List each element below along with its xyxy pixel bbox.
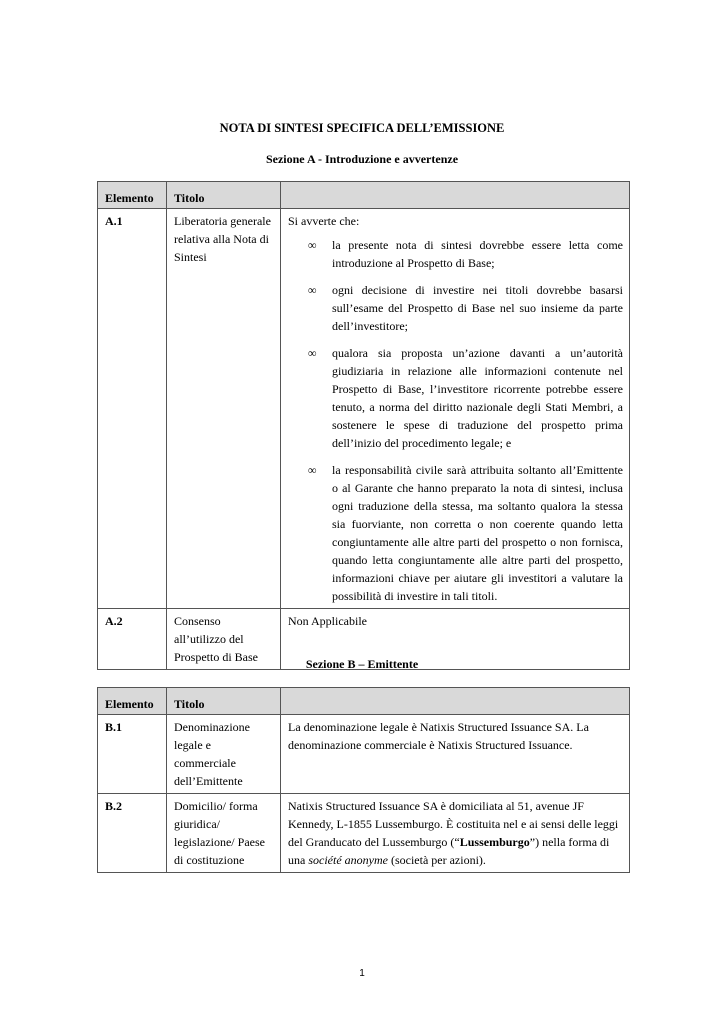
element-label: Liberatoria generale relativa alla Nota di Sintesi: [167, 209, 281, 609]
content-text: Natixis Structured Issuance SA è domiciliata al 51, avenue JF Kennedy, L-1855 Lussemburgo. È costituita nel e ai sensi delle leggi del Granducato del Lussemburgo (“: [288, 799, 619, 849]
header-element: Elemento: [98, 688, 167, 715]
element-content: La denominazione legale è Natixis Structured Issuance SA. La denominazione commerciale è Natixis Structured Issuance.: [281, 715, 630, 794]
element-code: B.1: [98, 715, 167, 794]
section-b-title: Sezione B – Emittente: [305, 657, 419, 671]
section-a-title: Sezione A - Introduzione e avvertenze: [265, 152, 459, 166]
table-row-a1: [98, 209, 630, 609]
section-b-table: [97, 687, 630, 873]
element-label: Consenso all’utilizzo del Prospetto di Base: [167, 609, 281, 670]
element-code: B.2: [98, 794, 167, 873]
element-label: Domicilio/ forma giuridica/ legislazione/ Paese di costituzione: [167, 794, 281, 873]
list-item: [288, 281, 623, 335]
header-element: Elemento: [98, 182, 167, 209]
list-item: [288, 236, 623, 272]
table-header-row: [98, 688, 630, 715]
element-content: Non Applicabile: [281, 609, 630, 670]
list-item: [288, 461, 623, 605]
list-item: [288, 344, 623, 452]
list-item-text: la responsabilità civile sarà attribuita soltanto all’Emittente o al Garante che hanno preparato la nota di sintesi, inclusa ogni traduzione della stessa, ma soltanto qualora la stessa sia fuorviante, non corretta o non coerente quando letta congiuntamente alle altre parti del prospetto o non fornisca, quando letta congiuntamente alle altre parti del prospetto, informazioni chiave per aiutare gli investitori a valutare la possibilità di investire in tali titoli.: [332, 463, 623, 603]
infinity-bullet-icon: ∞: [308, 283, 317, 297]
element-code: A.1: [98, 209, 167, 609]
header-title: Titolo: [167, 182, 281, 209]
section-a-table: [97, 181, 630, 670]
element-code: A.2: [98, 609, 167, 670]
content-italic-term: société anonyme: [308, 853, 388, 867]
infinity-bullet-icon: ∞: [308, 238, 317, 252]
element-content: [281, 794, 630, 873]
element-label: Denominazione legale e commerciale dell’Emittente: [167, 715, 281, 794]
document-title: NOTA DI SINTESI SPECIFICA DELL’EMISSIONE: [219, 121, 505, 135]
list-item-text: la presente nota di sintesi dovrebbe essere letta come introduzione al Prospetto di Base;: [332, 238, 623, 270]
content-text: ”) nella forma di una: [288, 835, 610, 867]
header-content: [281, 182, 630, 209]
infinity-bullet-icon: ∞: [308, 346, 317, 360]
infinity-bullet-icon: ∞: [308, 463, 317, 477]
header-title: Titolo: [167, 688, 281, 715]
warning-list: [288, 236, 623, 605]
list-item-text: ogni decisione di investire nei titoli dovrebbe basarsi sull’esame del Prospetto di Base nel suo insieme da parte dell’investitore;: [332, 283, 623, 333]
warning-intro: Si avverte che:: [288, 214, 360, 228]
list-item-text: qualora sia proposta un’azione davanti a un’autorità giudiziaria in relazione alle informazioni contenute nel Prospetto di Base, l’investitore ricorrente potrebbe essere tenuto, a norma del diritto nazionale degli Stati Membri, a sostenere le spese di traduzione del prospetto prima dell’inizio del procedimento legale; e: [332, 346, 623, 450]
header-content: [281, 688, 630, 715]
content-text: (società per azioni).: [387, 853, 486, 867]
page-number: 1: [359, 968, 365, 979]
element-content: [281, 209, 630, 609]
table-row-b1: [98, 715, 630, 794]
content-bold-term: Lussemburgo: [459, 835, 530, 849]
table-header-row: [98, 182, 630, 209]
table-row-b2: [98, 794, 630, 873]
